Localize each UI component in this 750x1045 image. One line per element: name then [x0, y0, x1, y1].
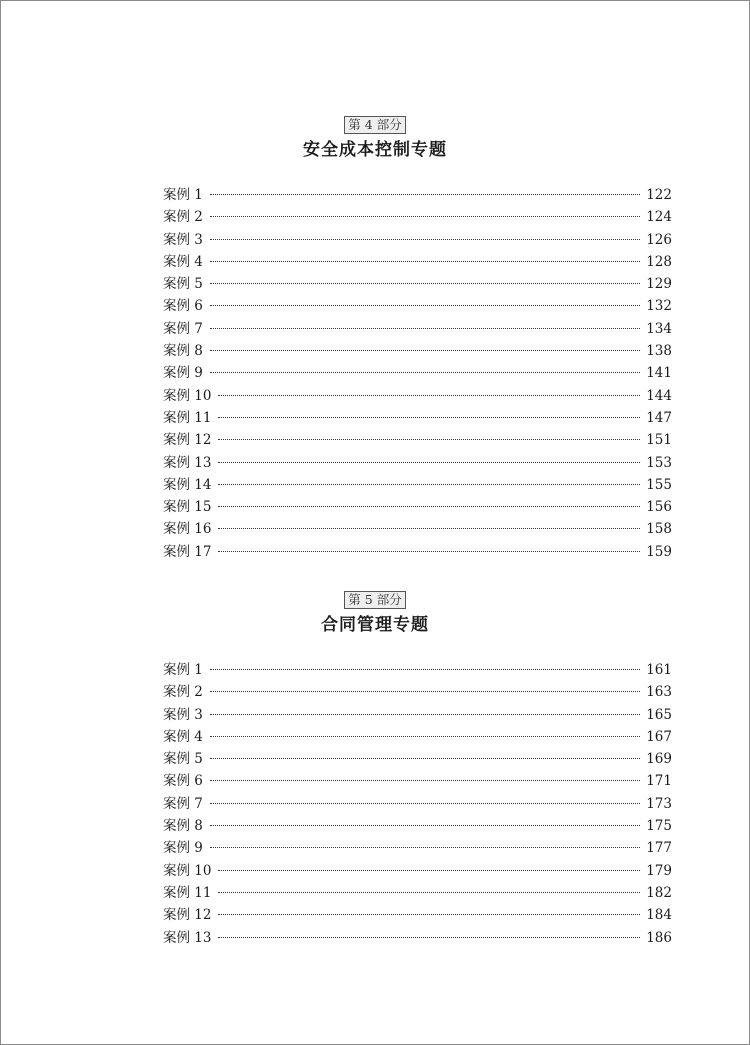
toc-entry-label: 案例 11	[163, 409, 212, 426]
toc-entry-label: 案例 10	[163, 862, 212, 879]
dot-leader	[210, 350, 640, 351]
dot-leader	[218, 484, 640, 485]
dot-leader	[210, 803, 640, 804]
toc-entry-label: 案例 11	[163, 884, 212, 901]
toc-entry-page-number: 134	[646, 320, 672, 337]
toc-entry-page-number: 144	[646, 387, 672, 404]
toc-entry-label: 案例 9	[163, 840, 203, 857]
toc-entry[interactable]	[163, 837, 672, 859]
dot-leader	[218, 551, 640, 552]
toc-entry-page-number: 129	[646, 276, 672, 293]
toc-entry[interactable]	[163, 229, 672, 251]
dot-leader	[210, 194, 640, 195]
toc-entry-label: 案例 6	[163, 773, 203, 790]
dot-leader	[210, 847, 640, 848]
dot-leader	[210, 736, 640, 737]
toc-entry-label: 案例 2	[163, 209, 203, 226]
toc-entry[interactable]	[163, 385, 672, 407]
toc-entry[interactable]	[163, 318, 672, 340]
toc-entry-label: 案例 3	[163, 231, 203, 248]
toc-entry[interactable]	[163, 340, 672, 362]
toc-entry-label: 案例 12	[163, 907, 212, 924]
toc-entry-label: 案例 4	[163, 728, 203, 745]
dot-leader	[210, 780, 640, 781]
toc-entry-label: 案例 1	[163, 187, 203, 203]
toc-entry-label: 案例 5	[163, 751, 203, 768]
dot-leader	[210, 691, 640, 692]
toc-entry-label: 案例 6	[163, 298, 203, 315]
toc-entry-page-number: 167	[646, 728, 672, 745]
toc-entry[interactable]	[163, 407, 672, 429]
dot-leader	[210, 372, 640, 373]
toc-entry-page-number: 151	[646, 432, 672, 449]
dot-leader	[210, 261, 640, 262]
toc-entry[interactable]	[163, 206, 672, 228]
part-label: 第 4 部分	[344, 116, 405, 134]
toc-entry-page-number: 138	[646, 343, 672, 360]
toc-entry[interactable]	[163, 681, 672, 703]
toc-entry-page-number: 124	[646, 209, 672, 226]
toc-entry[interactable]	[163, 927, 672, 949]
toc-entry[interactable]	[163, 904, 672, 926]
dot-leader	[210, 239, 640, 240]
toc-entry-label: 案例 15	[163, 499, 212, 516]
toc-list	[163, 184, 672, 563]
part-title: 安全成本控制专题	[303, 140, 447, 160]
toc-entry-page-number: 156	[646, 499, 672, 516]
toc-entry-page-number: 158	[646, 521, 672, 538]
toc-entry-page-number: 171	[646, 773, 672, 790]
dot-leader	[218, 870, 640, 871]
toc-entry[interactable]	[163, 295, 672, 317]
dot-leader	[218, 914, 640, 915]
toc-entry-page-number: 141	[646, 365, 672, 382]
dot-leader	[218, 937, 640, 938]
toc-entry-page-number: 155	[646, 476, 672, 493]
toc-entry-page-number: 186	[646, 929, 672, 946]
toc-entry-label: 案例 14	[163, 476, 212, 493]
toc-entry[interactable]	[163, 474, 672, 496]
toc-entry[interactable]	[163, 860, 672, 882]
dot-leader	[218, 417, 640, 418]
dot-leader	[218, 462, 640, 463]
toc-entry-page-number: 184	[646, 907, 672, 924]
toc-entry-page-number: 177	[646, 840, 672, 857]
part-title: 合同管理专题	[321, 615, 429, 635]
toc-list	[163, 659, 672, 949]
toc-entry-page-number: 182	[646, 884, 672, 901]
toc-entry-label: 案例 12	[163, 432, 212, 449]
dot-leader	[218, 439, 640, 440]
toc-entry-label: 案例 5	[163, 276, 203, 293]
toc-entry-label: 案例 13	[163, 454, 212, 471]
toc-entry-page-number: 132	[646, 298, 672, 315]
toc-entry[interactable]	[163, 770, 672, 792]
dot-leader	[210, 825, 640, 826]
dot-leader	[210, 283, 640, 284]
toc-entry-page-number: 161	[646, 662, 672, 678]
toc-entry[interactable]	[163, 496, 672, 518]
toc-entry[interactable]	[163, 184, 672, 206]
toc-entry-label: 案例 7	[163, 320, 203, 337]
toc-entry-page-number: 169	[646, 751, 672, 768]
part-4-section	[0, 114, 750, 560]
dot-leader	[210, 758, 640, 759]
toc-entry-page-number: 128	[646, 253, 672, 270]
toc-entry[interactable]	[163, 748, 672, 770]
part-5-section	[0, 589, 750, 946]
toc-entry-label: 案例 3	[163, 706, 203, 723]
toc-entry[interactable]	[163, 518, 672, 540]
toc-entry-page-number: 159	[646, 543, 672, 560]
toc-entry[interactable]	[163, 273, 672, 295]
dot-leader	[210, 669, 640, 670]
toc-entry-page-number: 163	[646, 684, 672, 701]
toc-entry[interactable]	[163, 452, 672, 474]
toc-entry[interactable]	[163, 815, 672, 837]
toc-entry[interactable]	[163, 704, 672, 726]
toc-entry-label: 案例 2	[163, 684, 203, 701]
toc-entry-page-number: 153	[646, 454, 672, 471]
part-label: 第 5 部分	[344, 591, 405, 609]
toc-entry[interactable]	[163, 882, 672, 904]
toc-entry-label: 案例 7	[163, 795, 203, 812]
dot-leader	[218, 395, 640, 396]
toc-entry[interactable]	[163, 659, 672, 681]
dot-leader	[210, 328, 640, 329]
toc-entry[interactable]	[163, 429, 672, 451]
toc-entry-label: 案例 17	[163, 543, 212, 560]
dot-leader	[210, 216, 640, 217]
toc-entry-label: 案例 13	[163, 929, 212, 946]
toc-entry-label: 案例 4	[163, 253, 203, 270]
toc-entry[interactable]	[163, 362, 672, 384]
toc-entry-label: 案例 1	[163, 662, 203, 678]
toc-entry-label: 案例 8	[163, 818, 203, 835]
toc-entry-page-number: 165	[646, 706, 672, 723]
toc-entry-page-number: 147	[646, 409, 672, 426]
toc-entry-label: 案例 10	[163, 387, 212, 404]
dot-leader	[218, 528, 640, 529]
dot-leader	[218, 506, 640, 507]
dot-leader	[218, 892, 640, 893]
toc-entry[interactable]	[163, 793, 672, 815]
toc-entry-page-number: 122	[646, 187, 672, 203]
toc-entry-page-number: 175	[646, 818, 672, 835]
toc-entry-page-number: 179	[646, 862, 672, 879]
toc-entry[interactable]	[163, 726, 672, 748]
dot-leader	[210, 714, 640, 715]
toc-entry[interactable]	[163, 541, 672, 563]
toc-entry-page-number: 126	[646, 231, 672, 248]
toc-entry-page-number: 173	[646, 795, 672, 812]
toc-entry[interactable]	[163, 251, 672, 273]
toc-entry-label: 案例 16	[163, 521, 212, 538]
toc-entry-label: 案例 9	[163, 365, 203, 382]
toc-entry-label: 案例 8	[163, 343, 203, 360]
dot-leader	[210, 305, 640, 306]
